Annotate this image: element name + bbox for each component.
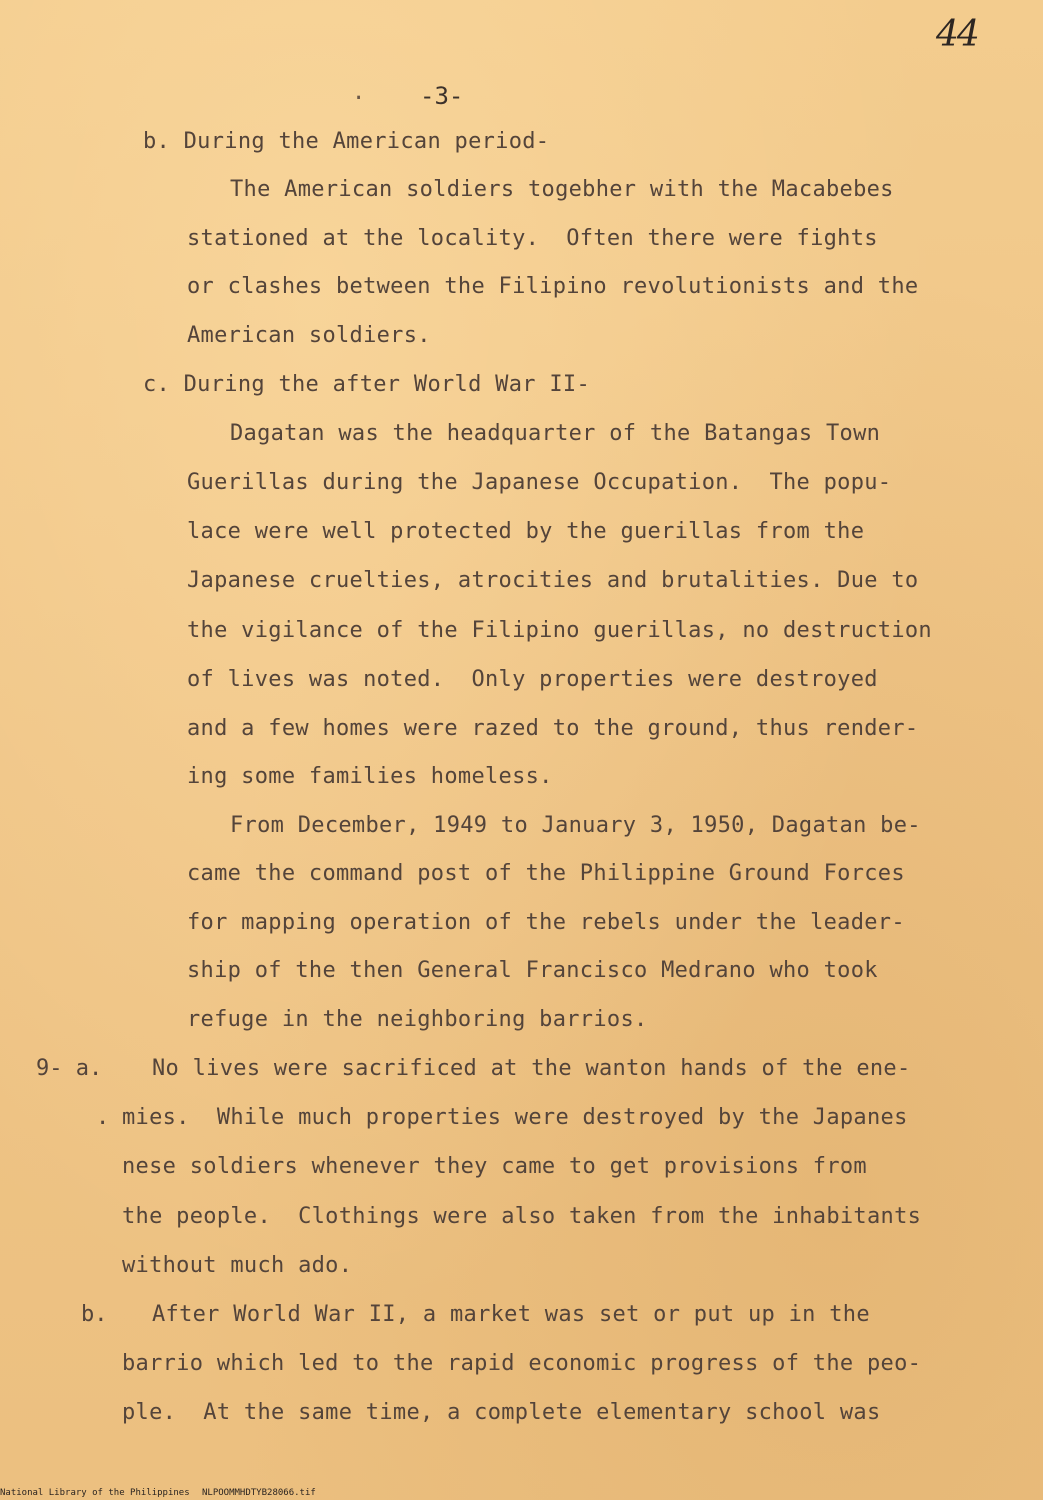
text-line: refuge in the neighboring barrios. [187, 1007, 648, 1032]
text-line: mies. While much properties were destroyed by the Japanes [122, 1105, 908, 1130]
handwritten-page-number: 44 [936, 14, 978, 55]
text-line: ing some families homeless. [187, 764, 553, 789]
text-line: b. During the American period- [143, 129, 550, 154]
text-line: Japanese cruelties, atrocities and brutalities. Due to [187, 568, 919, 593]
text-line: for mapping operation of the rebels under the leader- [187, 910, 905, 935]
text-line: ple. At the same time, a complete elementary school was [122, 1400, 881, 1425]
text-line: The American soldiers togebher with the Macabebes [230, 177, 894, 202]
text-line: came the command post of the Philippine Ground Forces [187, 861, 905, 886]
text-line: From December, 1949 to January 3, 1950, Dagatan be- [230, 813, 921, 838]
text-line: c. During the after World War II- [143, 372, 590, 397]
footer-filename: NLPOOMMHDTYB28066.tif [202, 1488, 316, 1498]
text-line: and a few homes were razed to the ground, thus render- [187, 716, 919, 741]
text-line: lace were well protected by the guerillas from the [187, 519, 865, 544]
text-line: the people. Clothings were also taken from the inhabitants [122, 1204, 922, 1229]
text-line: barrio which led to the rapid economic progress of the peo- [122, 1351, 922, 1376]
text-line: Guerillas during the Japanese Occupation. The popu- [187, 470, 892, 495]
text-line: of lives was noted. Only properties were destroyed [187, 667, 878, 692]
page-number: -3- [420, 82, 464, 110]
margin-dot: . [96, 1105, 110, 1130]
text-line: American soldiers. [187, 323, 431, 348]
section-label-9a: 9- a. [36, 1056, 103, 1081]
text-line: Dagatan was the headquarter of the Batangas Town [230, 421, 881, 446]
text-line: No lives were sacrificed at the wanton hands of the ene- [152, 1056, 911, 1081]
stray-mark: · [352, 86, 366, 111]
text-line: without much ado. [122, 1253, 353, 1278]
text-line: nese soldiers whenever they came to get provisions from [122, 1154, 867, 1179]
text-line: After World War II, a market was set or put up in the [152, 1302, 870, 1327]
footer-library-name: National Library of the Philippines [0, 1488, 190, 1498]
section-label-b: b. [81, 1302, 108, 1327]
text-line: ship of the then General Francisco Medrano who took [187, 958, 878, 983]
text-line: the vigilance of the Filipino guerillas, no destruction [187, 618, 932, 643]
text-line: stationed at the locality. Often there were fights [187, 226, 878, 251]
text-line: or clashes between the Filipino revolutionists and the [187, 274, 919, 299]
